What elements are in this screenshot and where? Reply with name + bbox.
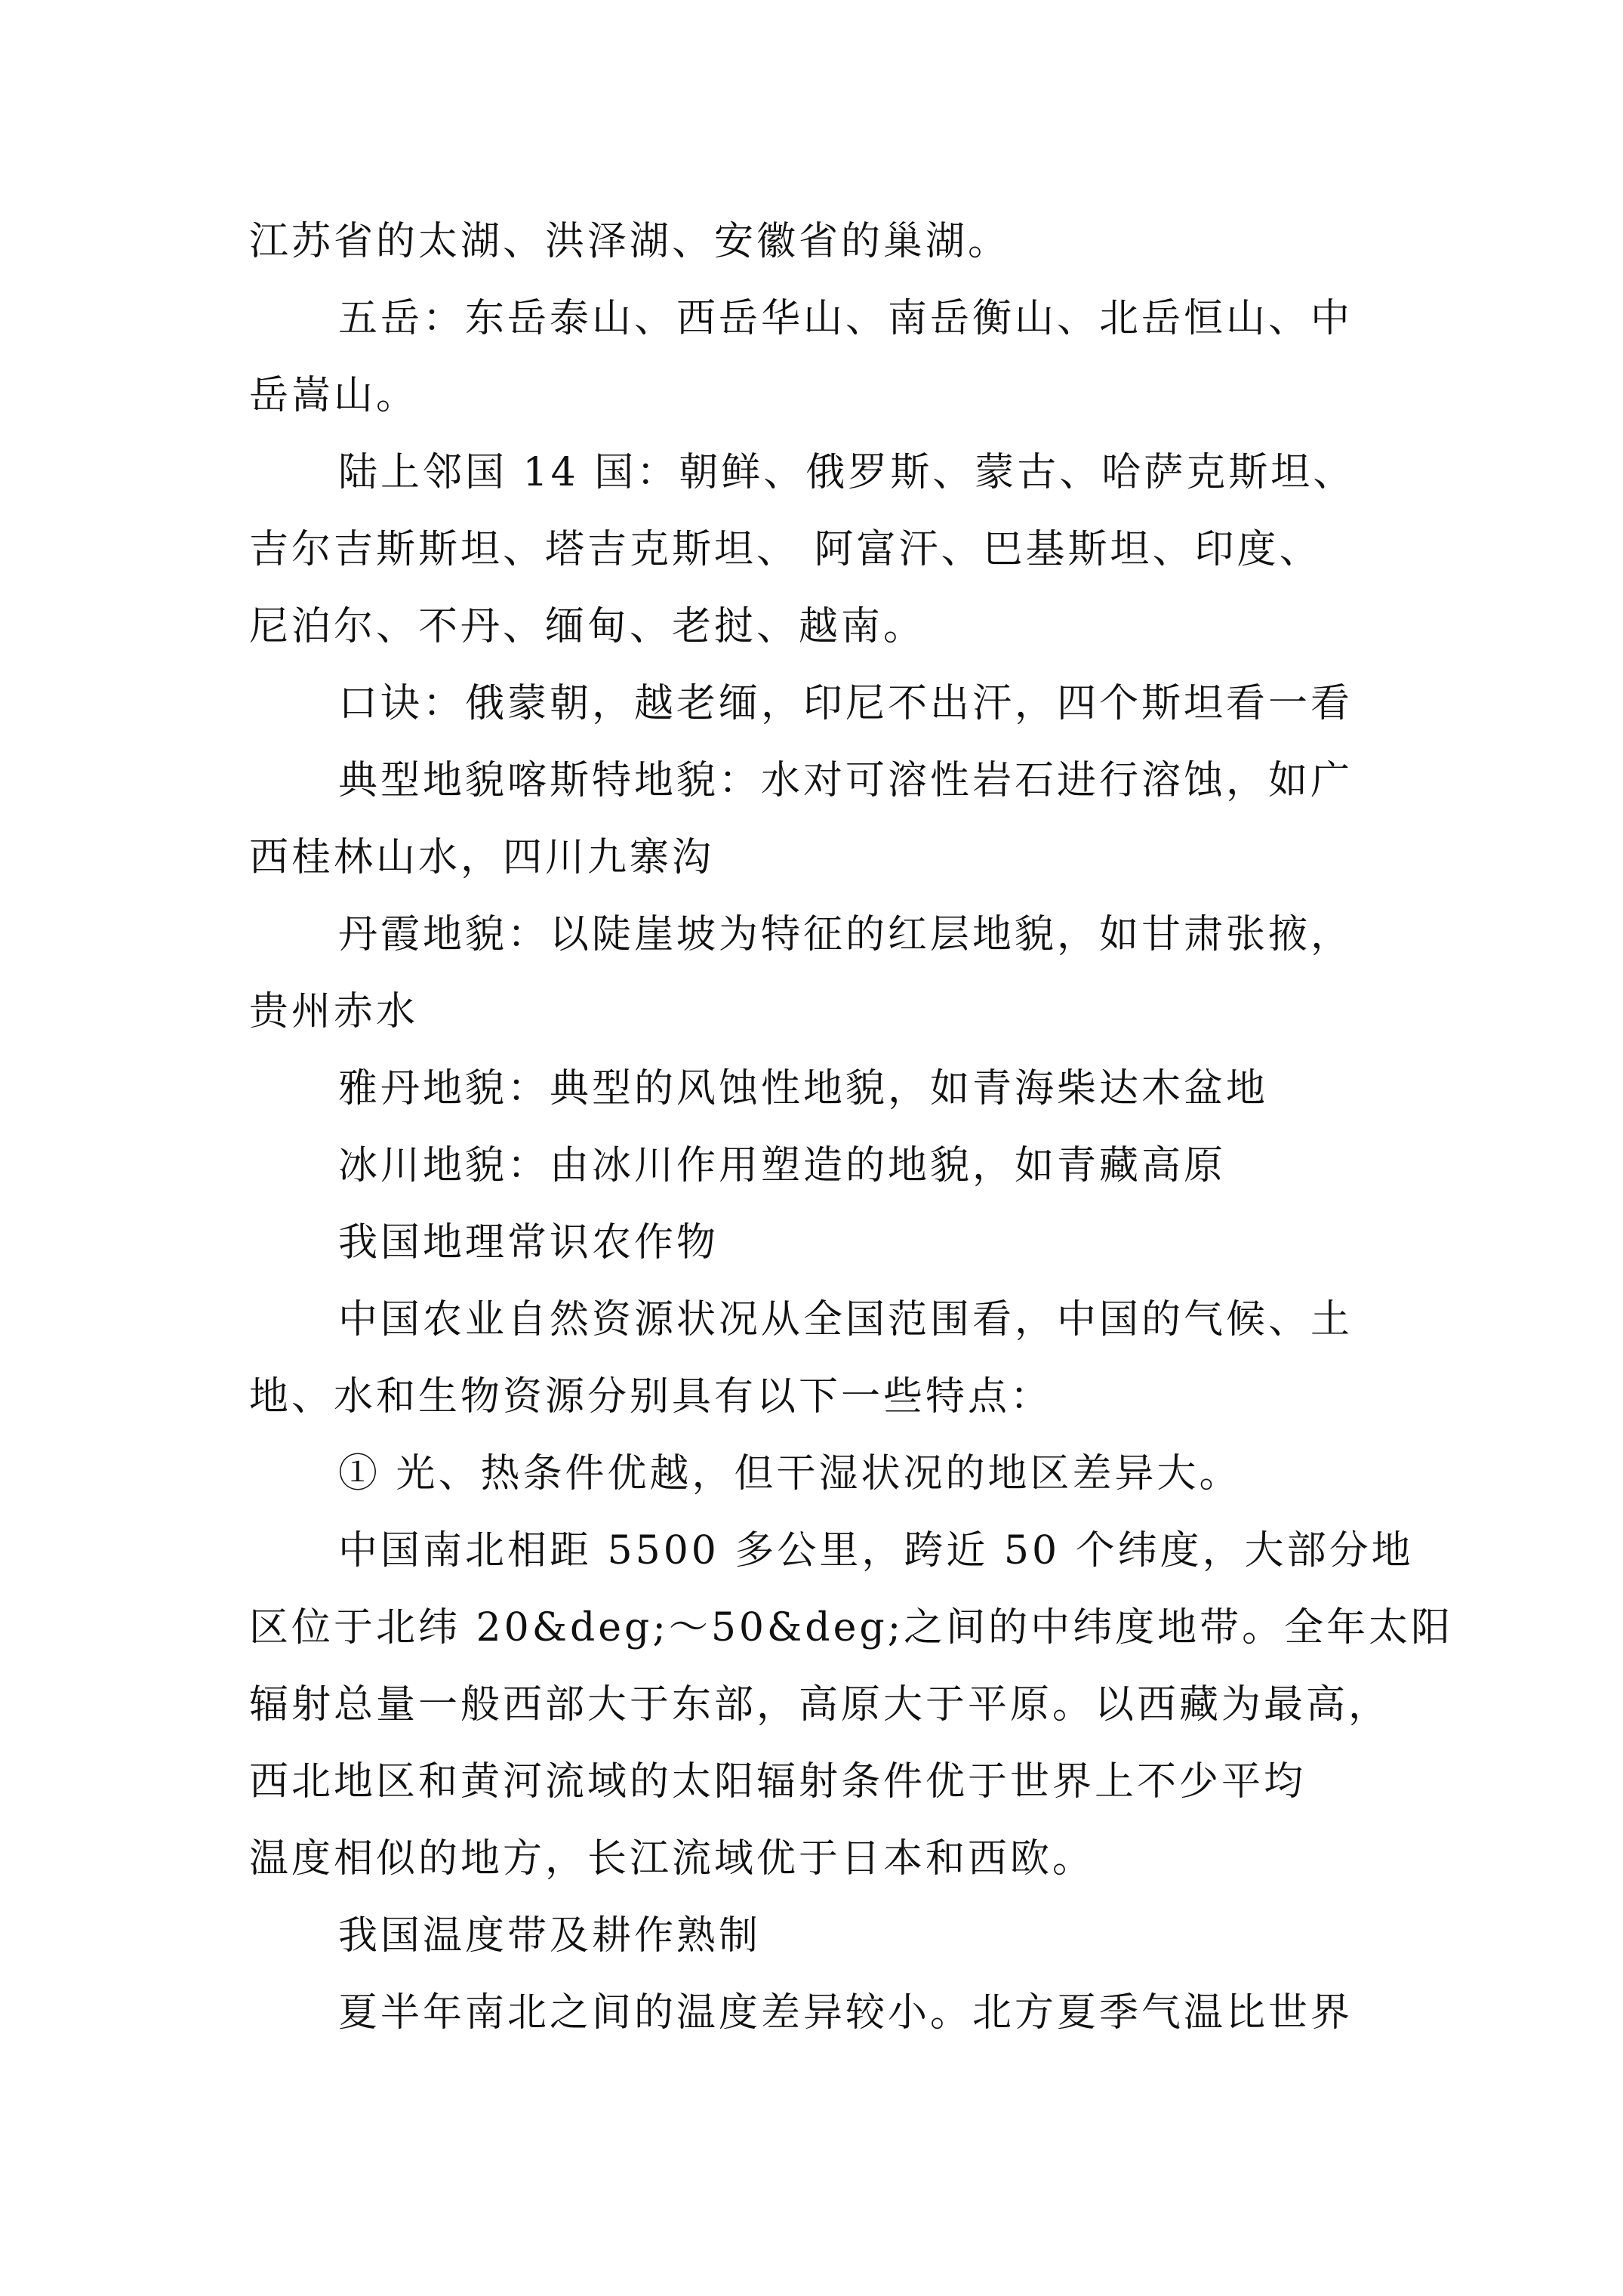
text-line: 中国农业自然资源状况从全国范围看，中国的气候、土 — [338, 1297, 1354, 1342]
text-line: 尼泊尔、不丹、缅甸、老挝、越南。 — [249, 604, 926, 649]
text-line: 我国地理常识农作物 — [338, 1220, 719, 1265]
text-line: 温度相似的地方，长江流域优于日本和西欧。 — [249, 1836, 1095, 1881]
text-line: 西桂林山水，四川九寨沟 — [249, 835, 715, 880]
text-line: ① 光、热条件优越，但干湿状况的地区差异大。 — [338, 1451, 1242, 1496]
text-line: 岳嵩山。 — [249, 373, 419, 418]
text-line: 冰川地貌：由冰川作用塑造的地貌，如青藏高原 — [338, 1143, 1227, 1188]
text-line: 西北地区和黄河流域的太阳辐射条件优于世界上不少平均 — [249, 1759, 1307, 1804]
text-line: 区位于北纬 20&deg;～50&deg;之间的中纬度地带。全年太阳 — [249, 1605, 1454, 1650]
text-line: 辐射总量一般西部大于东部，高原大于平原。以西藏为最高， — [249, 1682, 1391, 1727]
text-line: 雅丹地貌：典型的风蚀性地貌，如青海柴达木盆地 — [338, 1066, 1269, 1111]
text-line: 贵州赤水 — [249, 989, 419, 1034]
text-line: 中国南北相距 5500 多公里，跨近 50 个纬度，大部分地 — [338, 1528, 1414, 1573]
text-line: 江苏省的太湖、洪泽湖、安徽省的巢湖。 — [249, 219, 1011, 264]
text-line: 丹霞地貌：以陡崖坡为特征的红层地貌，如甘肃张掖， — [338, 912, 1354, 957]
text-line: 夏半年南北之间的温度差异较小。北方夏季气温比世界 — [338, 1990, 1354, 2036]
text-line: 五岳：东岳泰山、西岳华山、南岳衡山、北岳恒山、中 — [338, 296, 1354, 341]
text-line: 我国温度带及耕作熟制 — [338, 1913, 762, 1959]
text-line: 口诀：俄蒙朝，越老缅，印尼不出汗，四个斯坦看一看 — [338, 681, 1354, 726]
text-line: 陆上邻国 14 国：朝鲜、俄罗斯、蒙古、哈萨克斯坦、 — [338, 450, 1356, 495]
text-line: 地、水和生物资源分别具有以下一些特点： — [249, 1374, 1053, 1419]
text-line: 吉尔吉斯斯坦、塔吉克斯坦、 阿富汗、巴基斯坦、印度、 — [249, 527, 1322, 572]
text-line: 典型地貌喀斯特地貌：水对可溶性岩石进行溶蚀，如广 — [338, 758, 1354, 803]
